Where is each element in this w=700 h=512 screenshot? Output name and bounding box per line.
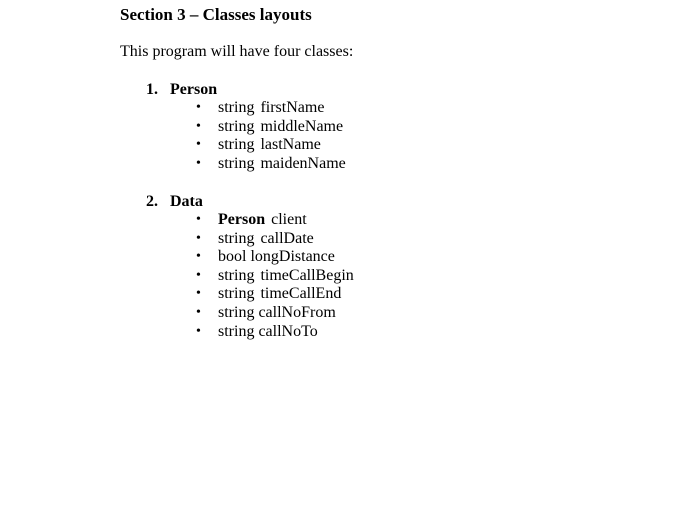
field-name: middleName bbox=[260, 117, 344, 135]
bullet-icon: • bbox=[196, 230, 201, 246]
bullet-icon: • bbox=[196, 137, 201, 153]
list-item bbox=[146, 155, 346, 174]
list-item bbox=[146, 230, 354, 249]
class-number: 2. bbox=[146, 193, 158, 210]
bullet-icon: • bbox=[196, 267, 201, 283]
bullet-icon: • bbox=[196, 249, 201, 265]
field-list-data bbox=[146, 211, 354, 341]
class-block-data bbox=[146, 192, 354, 341]
field-name: callNoTo bbox=[258, 322, 318, 340]
field-name: client bbox=[271, 211, 307, 228]
field-name: callNoFrom bbox=[258, 303, 336, 321]
bullet-icon: • bbox=[196, 323, 201, 339]
field-type: string bbox=[218, 322, 255, 340]
field-type: string bbox=[218, 117, 255, 135]
bullet-icon: • bbox=[196, 155, 201, 171]
field-name: timeCallBegin bbox=[260, 266, 354, 284]
class-number: 1. bbox=[146, 81, 158, 98]
field-name: lastName bbox=[260, 136, 321, 154]
list-item bbox=[146, 248, 354, 267]
field-name: firstName bbox=[260, 99, 325, 116]
class-block-person bbox=[146, 80, 346, 173]
field-type: string bbox=[218, 229, 255, 247]
field-list-person bbox=[146, 99, 346, 173]
section-title: Section 3 – Classes layouts bbox=[120, 5, 312, 24]
field-type: string bbox=[218, 99, 255, 116]
field-name: callDate bbox=[260, 229, 314, 247]
field-type: string bbox=[218, 303, 255, 321]
bullet-icon: • bbox=[196, 304, 201, 320]
list-item bbox=[146, 285, 354, 304]
field-name: maidenName bbox=[260, 154, 346, 172]
class-name: Data bbox=[170, 193, 203, 210]
intro-text: This program will have four classes: bbox=[120, 43, 354, 60]
field-type: string bbox=[218, 154, 255, 172]
list-item bbox=[146, 304, 354, 323]
bullet-icon: • bbox=[196, 212, 201, 227]
class-name: Person bbox=[170, 81, 218, 98]
class-heading-person bbox=[146, 80, 346, 99]
list-item bbox=[146, 323, 354, 342]
list-item bbox=[146, 99, 346, 118]
bullet-icon: • bbox=[196, 100, 201, 115]
list-item bbox=[146, 118, 346, 137]
field-type: string bbox=[218, 136, 255, 154]
list-item bbox=[146, 267, 354, 286]
list-item bbox=[146, 211, 354, 230]
bullet-icon: • bbox=[196, 286, 201, 302]
field-name: longDistance bbox=[250, 248, 335, 266]
bullet-icon: • bbox=[196, 118, 201, 134]
field-type: string bbox=[218, 266, 255, 284]
field-name: timeCallEnd bbox=[260, 285, 342, 303]
class-heading-data bbox=[146, 192, 354, 211]
list-item bbox=[146, 136, 346, 155]
field-type: string bbox=[218, 285, 255, 303]
field-type: Person bbox=[218, 211, 266, 228]
field-type: bool bbox=[218, 248, 247, 266]
